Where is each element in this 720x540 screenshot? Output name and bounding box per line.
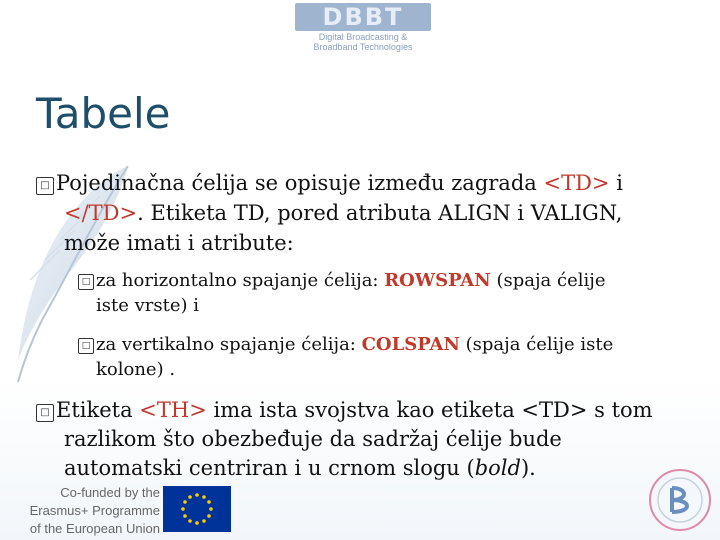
text-span: automatski centriran i u crnom slogu ( [64, 456, 475, 480]
text-span: i [609, 171, 623, 195]
bullet-marker-icon: □ [36, 404, 54, 422]
text-span: ima ista svojstva kao etiketa <TD> s tom [206, 398, 653, 422]
subbullet-rowspan [78, 268, 678, 318]
bullet-line [64, 198, 676, 228]
bullet-marker-icon: □ [36, 177, 54, 195]
bullet-line [78, 268, 678, 293]
bullet-td-cell [36, 168, 676, 258]
subbullet-colspan [78, 332, 678, 382]
text-span: za vertikalno spajanje ćelija: [96, 334, 362, 355]
keyword-rowspan: ROWSPAN [384, 270, 491, 291]
bullet-line [36, 396, 696, 425]
eu-flag-icon [163, 486, 231, 532]
bullet-line: može imati i atribute: [64, 231, 294, 255]
eu-line: of the European Union [29, 521, 160, 536]
dbbt-badge-icon [648, 468, 712, 532]
dbbt-logo-word: DBBT [322, 3, 404, 31]
eu-line: Co-funded by the [60, 485, 160, 500]
eu-cofunding-text [0, 484, 160, 538]
bullet-marker-icon: □ [78, 274, 94, 290]
bullet-line: iste vrste) i [96, 295, 199, 316]
tag-td-close: </TD> [64, 201, 138, 225]
text-span: Pojedinačna ćelija se opisuje između zagrada [56, 171, 544, 195]
dbbt-logo-line1: Digital Broadcasting & [318, 32, 408, 42]
text-span: . Etiketa TD, pored atributa ALIGN i VALIGN, [137, 201, 623, 225]
bullet-line [78, 332, 678, 357]
eu-line: Erasmus+ Programme [29, 503, 160, 518]
slide-title: Tabele [36, 89, 171, 138]
text-span: (spaja ćelije [490, 270, 606, 291]
dbbt-logo-line2: Broadband Technologies [313, 42, 413, 52]
emphasis-bold: bold [474, 456, 521, 480]
bullet-th-cell [36, 396, 696, 483]
dbbt-logo [295, 3, 431, 51]
text-span: za horizontalno spajanje ćelija: [96, 270, 385, 291]
tag-th: <TH> [139, 398, 207, 422]
tag-td: <TD> [543, 171, 610, 195]
text-span: Etiketa [56, 398, 140, 422]
bullet-line [36, 168, 676, 198]
bullet-line [64, 454, 696, 483]
keyword-colspan: COLSPAN [361, 334, 460, 355]
bullet-marker-icon: □ [78, 338, 94, 354]
bullet-line: kolone) . [96, 359, 176, 380]
text-span: (spaja ćelije iste [459, 334, 614, 355]
text-span: ). [520, 456, 536, 480]
bullet-line: razlikom što obezbeđuje da sadržaj ćelije bude [64, 427, 562, 451]
